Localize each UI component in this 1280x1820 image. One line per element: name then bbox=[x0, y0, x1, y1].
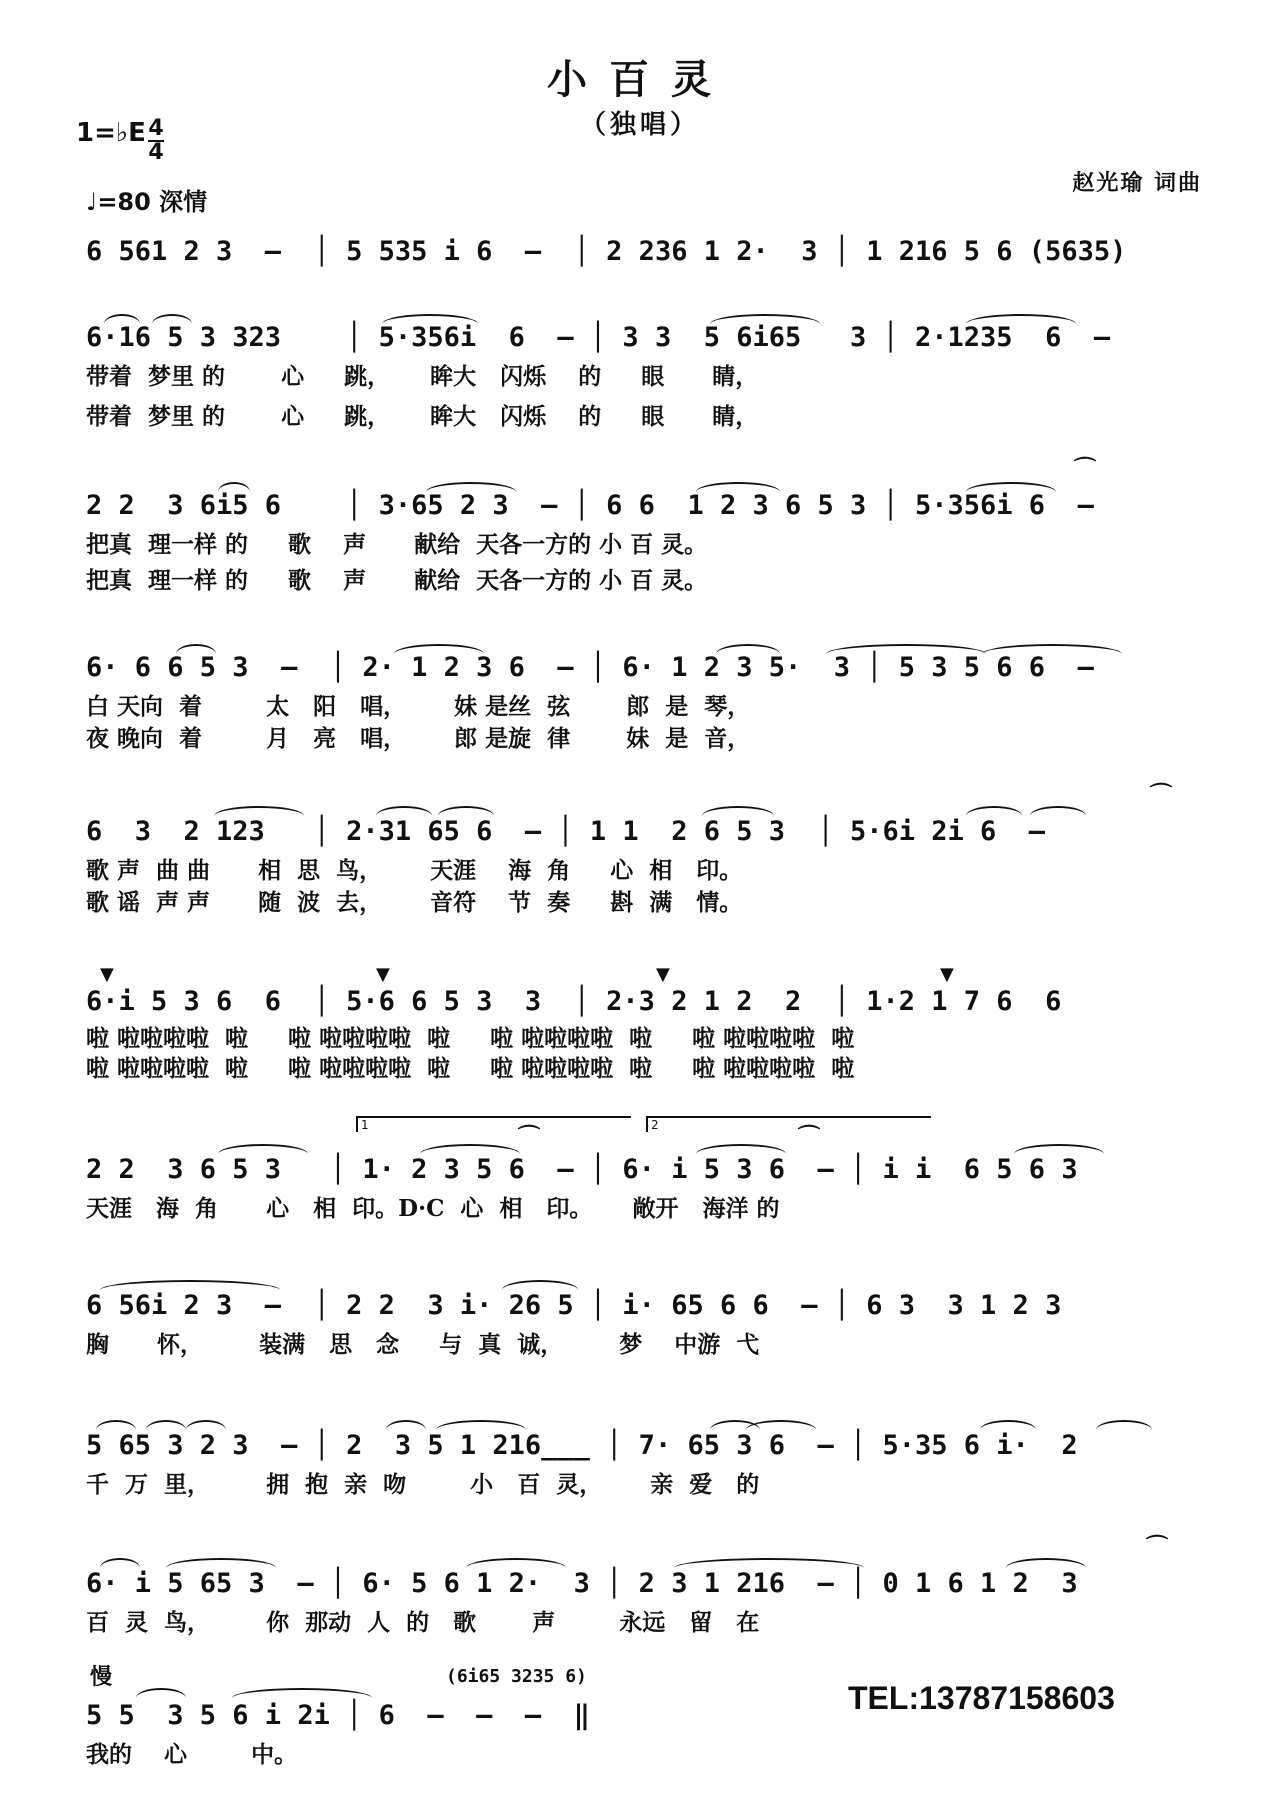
notes-line: 6· i 5 65 3 — │ 6· 5 6 1 2· 3 │ 2 3 1 216 — │ 0 1 6 1 2 3 bbox=[86, 1568, 1078, 1599]
notes-line: 6 561 2 3 — │ 5 535 i 6 — │ 2 236 1 2· 3 │ 1 216 5 6 (5635) bbox=[86, 236, 1127, 267]
lyrics-verse-2: 啦 啦啦啦啦 啦 啦 啦啦啦啦 啦 啦 啦啦啦啦 啦 啦 啦啦啦啦 啦 bbox=[86, 1055, 855, 1082]
notes-line: 5 5 3 5 6 i 2i │ 6 — — — ‖ bbox=[86, 1700, 590, 1731]
notes-line: 6· 6 6 5 3 — │ 2· 1 2 3 6 — │ 6· 1 2 3 5· 3 │ 5 3 5 6 6 — bbox=[86, 652, 1094, 683]
page-title: 小百灵 bbox=[547, 56, 733, 103]
telephone-contact: TEL:13787158603 bbox=[848, 1680, 1115, 1716]
fermata-icon: ⌒ bbox=[798, 1125, 821, 1150]
accent-icon: ▼ bbox=[940, 964, 954, 985]
fermata-icon: ⌒ bbox=[1150, 783, 1173, 808]
lyrics-verse-2: 把真 理一样 的 歌 声 献给 天各一方的 小 百 灵。 bbox=[86, 567, 708, 594]
tempo-slow: 慢 bbox=[90, 1664, 113, 1690]
notes-line: 5 65 3 2 3 — │ 2 3 5 1 216___ │ 7· 65 3 6 — │ 5·35 6 i· 2 bbox=[86, 1430, 1078, 1461]
notes-line: 6·16 5 3 323 │ 5·356i 6 — │ 3 3 5 6i65 3 │ 2·1235 6 — bbox=[86, 322, 1111, 353]
fermata-icon: ⌒ bbox=[1146, 1535, 1169, 1560]
fermata-icon: ⌒ bbox=[518, 1125, 541, 1150]
lyrics-verse-2: 夜 晚向 着 月 亮 唱， 郎 是旋 律 妹 是 音， bbox=[86, 725, 751, 752]
lyrics-verse-2: 歌 谣 声 声 随 波 去， 音符 节 奏 斟 满 情。 bbox=[86, 889, 743, 916]
fermata-icon: ⌒ bbox=[1074, 457, 1097, 482]
lyrics-verse-1: 百 灵 鸟， 你 那动 人 的 歌 声 永远 留 在 bbox=[86, 1609, 760, 1636]
accent-icon: ▼ bbox=[100, 964, 114, 985]
lyrics-verse-1: 啦 啦啦啦啦 啦 啦 啦啦啦啦 啦 啦 啦啦啦啦 啦 啦 啦啦啦啦 啦 bbox=[86, 1025, 855, 1052]
notes-line: 6 3 2 123 │ 2·31 65 6 — │ 1 1 2 6 5 3 │ 5·6i 2i 6 — bbox=[86, 816, 1046, 847]
accent-icon: ▼ bbox=[656, 964, 670, 985]
page-subtitle: （独唱） bbox=[579, 110, 700, 140]
lyrics-verse-1: 我的 心 中。 bbox=[86, 1741, 298, 1768]
volta-bracket-1: 1 bbox=[356, 1116, 631, 1132]
meter-top: 4 bbox=[148, 116, 164, 141]
notes-line: 6·i 5 3 6 6 │ 5·6 6 5 3 3 │ 2·3 2 1 2 2 │ 1·2 1 7 6 6 bbox=[86, 986, 1062, 1017]
lyrics-verse-1: 白 天向 着 太 阳 唱， 妹 是丝 弦 郎 是 琴， bbox=[86, 693, 751, 720]
tempo-marking: ♩=80 深情 bbox=[86, 188, 208, 216]
accent-icon: ▼ bbox=[376, 964, 390, 985]
notes-line: 6 56i 2 3 — │ 2 2 3 i· 26 5 │ i· 65 6 6 — │ 6 3 3 1 2 3 bbox=[86, 1290, 1062, 1321]
lyrics-verse-2: 带着 梦里 的 心 跳， 眸大 闪烁 的 眼 睛， bbox=[86, 403, 759, 430]
lyrics-verse-1: 天涯 海 角 心 相 印。D·C 心 相 印。 敞开 海洋 的 bbox=[86, 1195, 780, 1222]
meter-bottom: 4 bbox=[148, 140, 164, 165]
lyrics-verse-1: 歌 声 曲 曲 相 思 鸟， 天涯 海 角 心 相 印。 bbox=[86, 857, 743, 884]
key-signature: 1=♭E bbox=[76, 118, 146, 148]
composer-credit: 赵光瑜 词曲 bbox=[1072, 170, 1202, 196]
notes-line: 2 2 3 6 5 3 │ 1· 2 3 5 6 — │ 6· i 5 3 6 — │ i i 6 5 6 3 bbox=[86, 1154, 1078, 1185]
notes-line: 2 2 3 6i5 6 │ 3·65 2 3 — │ 6 6 1 2 3 6 5 3 │ 5·356i 6 — bbox=[86, 490, 1094, 521]
lyrics-verse-1: 胸 怀， 装满 思 念 与 真 诚， 梦 中游 弋 bbox=[86, 1331, 760, 1358]
volta-bracket-2: 2 bbox=[646, 1116, 931, 1132]
lyrics-verse-1: 把真 理一样 的 歌 声 献给 天各一方的 小 百 灵。 bbox=[86, 531, 708, 558]
time-signature bbox=[148, 118, 164, 164]
lyrics-verse-1: 带着 梦里 的 心 跳， 眸大 闪烁 的 眼 睛， bbox=[86, 363, 759, 390]
lyrics-verse-1: 千 万 里， 拥 抱 亲 吻 小 百 灵， 亲 爱 的 bbox=[86, 1471, 760, 1498]
ending-hint: (6i65 3235 6) bbox=[446, 1666, 587, 1687]
